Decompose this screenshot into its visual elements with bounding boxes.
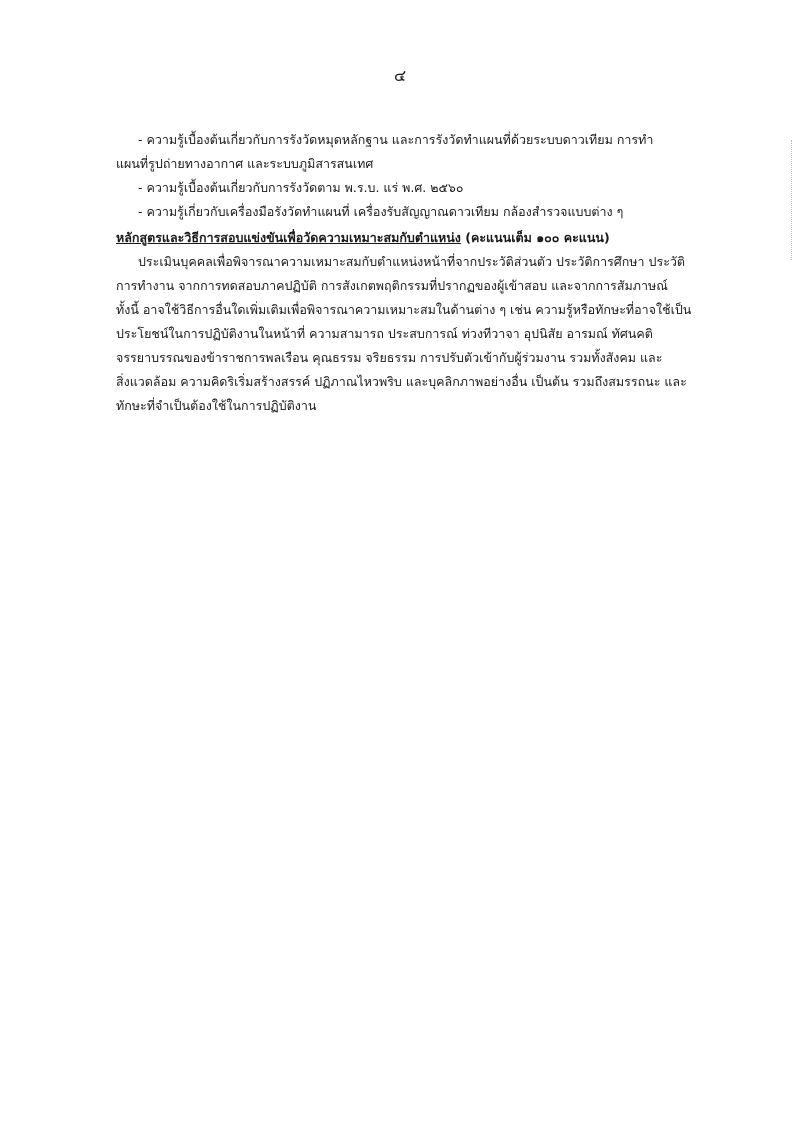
paragraph-line: สิ่งแวดล้อม ความคิดริเริ่มสร้างสรรค์ ปฏิภาณไหวพริบ และบุคลิกภาพอย่างอื่น เป็นต้น รวมถึงสมรรถนะ และ: [116, 374, 687, 389]
section-heading: [116, 226, 696, 250]
paragraph-line: ประโยชน์ในการปฏิบัติงานในหน้าที่ ความสามารถ ประสบการณ์ ท่วงทีวาจา อุปนิสัย อารมณ์ ทัศนคติ: [116, 326, 653, 341]
section-heading-score: (คะแนนเต็ม ๑๐๐ คะแนน): [460, 230, 610, 245]
section-heading-title: หลักสูตรและวิธีการสอบแข่งขันเพื่อวัดความเหมาะสมกับตำแหน่ง: [116, 230, 461, 245]
assessment-paragraph: [116, 250, 696, 418]
paragraph-line: การทำงาน จากการทดสอบภาคปฏิบัติ การสังเกตพฤติกรรมที่ปรากฏของผู้เข้าสอบ และจากการสัมภาษณ์: [116, 278, 668, 293]
document-body: [116, 128, 696, 418]
knowledge-item-2: - ความรู้เบื้องต้นเกี่ยวกับการรังวัดตาม พ.ร.บ. แร่ พ.ศ. ๒๕๖๐: [138, 180, 464, 195]
paragraph-line: ทั้งนี้ อาจใช้วิธีการอื่นใดเพิ่มเติมเพื่อพิจารณาความเหมาะสมในด้านต่าง ๆ เช่น ความรู้หรือทักษะที่อาจใช้เป็น: [116, 302, 692, 317]
paragraph-line: ทักษะที่จำเป็นต้องใช้ในการปฏิบัติงาน: [116, 398, 317, 413]
page-number: ๔: [393, 66, 407, 85]
knowledge-item-3: - ความรู้เกี่ยวกับเครื่องมือรังวัดทำแผนที่ เครื่องรับสัญญาณดาวเทียม กล้องสำรวจแบบต่าง ๆ: [138, 204, 624, 219]
knowledge-item-1-continued: แผนที่รูปถ่ายทางอากาศ และระบบภูมิสารสนเทศ: [116, 156, 374, 171]
knowledge-item-1: - ความรู้เบื้องต้นเกี่ยวกับการรังวัดหมุดหลักฐาน และการรังวัดทำแผนที่ด้วยระบบดาวเทียม การทำ: [138, 132, 654, 147]
paragraph-line: จรรยาบรรณของข้าราชการพลเรือน คุณธรรม จริยธรรม การปรับตัวเข้ากับผู้ร่วมงาน รวมทั้งสังคม และ: [116, 350, 663, 365]
scan-edge-mark: [790, 140, 792, 260]
paragraph-line: ประเมินบุคคลเพื่อพิจารณาความเหมาะสมกับตำแหน่งหน้าที่จากประวัติส่วนตัว ประวัติการศึกษา ประวัติ: [138, 254, 686, 269]
